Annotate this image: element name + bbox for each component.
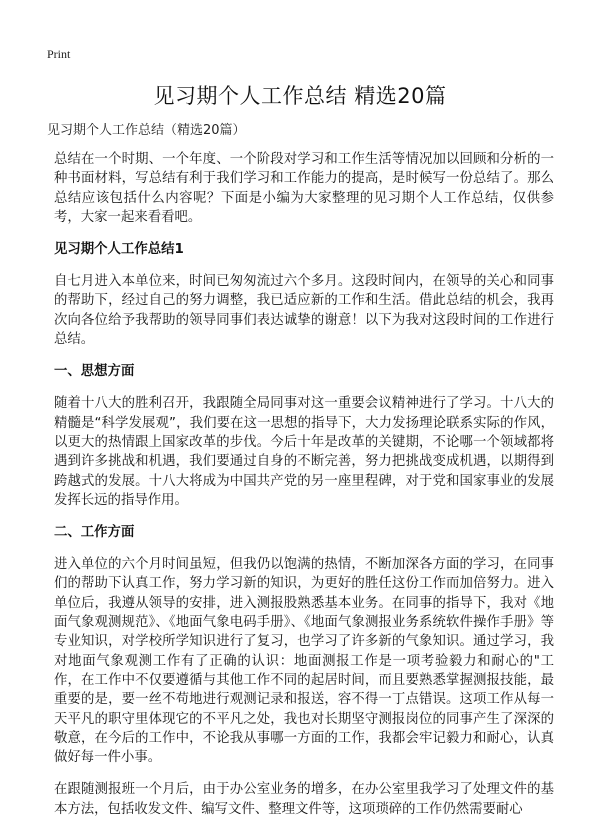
document-subtitle: 见习期个人工作总结（精选20篇） (47, 123, 246, 138)
page-title: 见习期个人工作总结 精选20篇 (153, 84, 447, 108)
trailing-paragraph: 在跟随测报班一个月后，由于办公室业务的增多，在办公室里我学习了处理文件的基本方法，包括收发文件、编写文件、整理文件等，这项琐碎的工作仍然需要耐心 (54, 782, 554, 817)
section-paragraph-ideology: 随着十八大的胜利召开，我跟随全局同事对这一重要会议精神进行了学习。十八大的精髓是“科学发展观”，我们要在这一思想的指导下，大力发扬理论联系实际的作风，以更大的热情跟上国家改革的步伐。今后十年是改革的关键期，不论哪一个领域都将遇到许多挑战和机遇，我们要通过自身的不断完善，努力把挑战变成机遇，以期得到跨越式的发展。十八大将成为中国共产党的另一座里程碑，对于党和国家事业的发展发挥长远的指导作用。 (54, 396, 554, 508)
intro-paragraph: 总结在一个时期、一个年度、一个阶段对学习和工作生活等情况加以回顾和分析的一种书面材料，写总结有利于我们学习和工作能力的提高，是时候写一份总结了。那么总结应该包括什么内容呢？下面是小编为大家整理的见习期个人工作总结，仅供参考，大家一起来看看吧。 (54, 152, 554, 225)
section-paragraph-work: 进入单位的六个月时间虽短，但我仍以饱满的热情，不断加深各方面的学习，在同事们的帮助下认真工作，努力学习新的知识，为更好的胜任这份工作而加倍努力。进入单位后，我遵从领导的安排，进入测报股熟悉基本业务。在同事的指导下，我对《地面气象观测规范》、《地面气象电码手册》、《地面气象测报业务系统软件操作手册》等专业知识，对学校所学知识进行了复习，也学习了许多新的气象知识。通过学习，我对地面气象观测工作有了正确的认识：地面测报工作是一项考验毅力和耐心的"工作，在工作中不仅要遵循与其他工作不同的起居时间，而且要熟悉掌握测报技能，最重要的是，要一丝不苟地进行观测记录和报送，容不得一丁点错误。这项工作从每一天平凡的职守里体现它的不平凡之处，我也对长期坚守测报岗位的同事产生了深深的敬意，在今后的工作中，不论我从事哪一方面的工作，我都会牢记毅力和耐心，认真做好每一件小事。 (54, 557, 554, 766)
print-link[interactable]: Print (47, 47, 71, 61)
section-paragraph-summary-1: 自七月进入本单位来，时间已匆匆流过六个多月。这段时间内，在领导的关心和同事的帮助下，经过自己的努力调整，我已适应新的工作和生活。借此总结的机会，我再次向各位给予我帮助的领导同事们表达诚挚的谢意！以下为我对这段时间的工作进行总结。 (54, 274, 554, 348)
document-body (54, 150, 554, 832)
section-heading-summary-1: 见习期个人工作总结1 (54, 242, 184, 258)
section-heading-ideology: 一、思想方面 (54, 364, 135, 380)
section-heading-work: 二、工作方面 (54, 525, 135, 541)
